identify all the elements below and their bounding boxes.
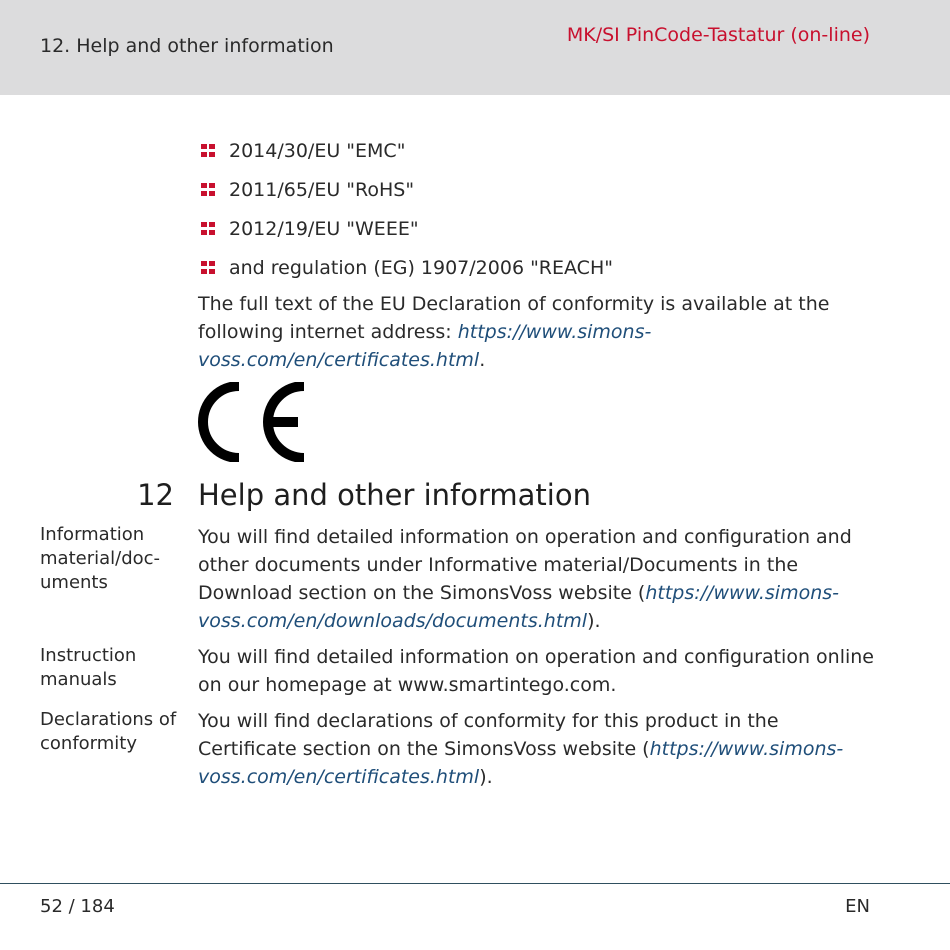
downloads-link[interactable]: https://www.simons-voss.com/en/downloads/documents.html: [198, 582, 839, 632]
square-bullet-icon: [201, 261, 216, 275]
square-bullet-icon: [201, 222, 216, 236]
header-product-name: MK/SI PinCode-Tastatur (on-line): [566, 24, 870, 46]
section-number: 12: [137, 478, 174, 512]
square-bullet-icon: [201, 144, 216, 158]
footer-divider: [0, 883, 950, 884]
declarations-paragraph: [198, 707, 878, 791]
information-text: You will find detailed information on operation and configuration and other documents under Informative material/Documents in the Download section on the SimonsVoss website (: [198, 526, 852, 604]
side-label-declarations: Declarations of conformity: [40, 709, 177, 754]
information-suffix: ).: [587, 610, 601, 632]
list-item-text: and regulation (EG) 1907/2006 "REACH": [229, 257, 613, 279]
section-title: Help and other information: [198, 478, 591, 512]
conformity-text: The full text of the EU Declaration of conformity is available at the following internet address:: [198, 293, 830, 343]
manuals-paragraph: [198, 643, 878, 699]
list-item-text: 2014/30/EU "EMC": [229, 140, 406, 162]
page-number: 52 / 184: [40, 896, 115, 917]
manuals-text: You will find detailed information on operation and configuration online on our homepage at www.smartintego.com.: [198, 646, 874, 696]
certificates-link[interactable]: https://www.simons-voss.com/en/certificates.html: [198, 321, 652, 371]
directive-list: [201, 137, 613, 293]
information-paragraph: [198, 523, 878, 635]
ce-mark-logo: [196, 382, 308, 466]
side-label-information: Information material/doc-uments: [40, 524, 161, 593]
square-bullet-icon: [201, 183, 216, 197]
page-header: [0, 0, 950, 95]
list-item-text: 2011/65/EU "RoHS": [229, 179, 415, 201]
list-item: [201, 215, 613, 254]
header-section-title: 12. Help and other information: [40, 35, 334, 57]
declarations-link[interactable]: https://www.simons-voss.com/en/certificates.html: [198, 738, 844, 788]
conformity-suffix: .: [479, 349, 486, 371]
language-code: EN: [845, 896, 870, 917]
declarations-text: You will find declarations of conformity for this product in the Certificate section on the SimonsVoss website (: [198, 710, 779, 760]
list-item-text: 2012/19/EU "WEEE": [229, 218, 419, 240]
list-item: [201, 254, 613, 293]
conformity-paragraph: [198, 290, 878, 374]
declarations-suffix: ).: [479, 766, 493, 788]
side-label-manuals: Instruction manuals: [40, 645, 137, 690]
list-item: [201, 137, 613, 176]
list-item: [201, 176, 613, 215]
